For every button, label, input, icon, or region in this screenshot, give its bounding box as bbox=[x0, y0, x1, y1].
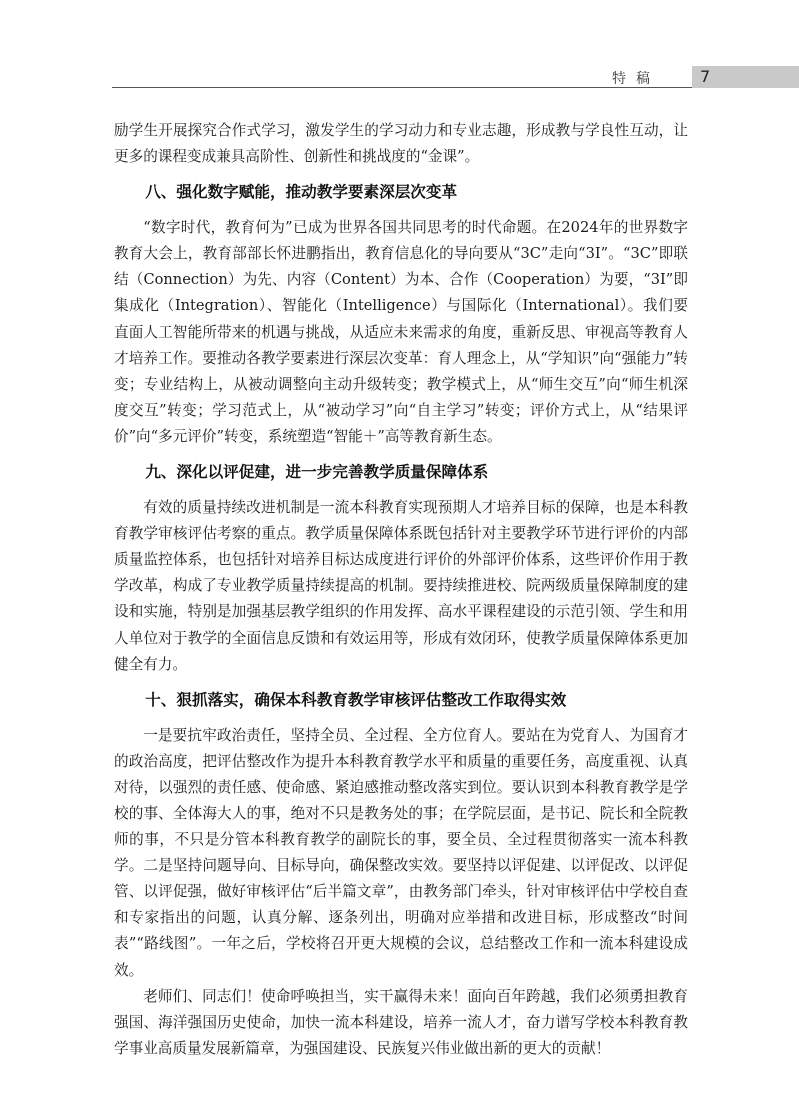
page-number-box bbox=[692, 66, 799, 88]
section-heading-10: 十、狠抓落实，确保本科教育教学审核评估整改工作取得实效 bbox=[145, 690, 567, 709]
paragraph-digital-empowerment: “数字时代，教育何为”已成为世界各国共同思考的时代命题。在2024年的世界数字教育大会上，教育部部长怀进鹏指出，教育信息化的导向要从“3C”走向“3I”。“3C”即联结（Connection）为先、内容（Content）为本、合作（Cooperation）为要，“3I”即集成化（Integration）、智能化（Intelligence）与国际化（International）。我们要直面人工智能所带来的机遇与挑战，从适应未来需求的角度，重新反思、审视高等教育人才培养工作。要推动各教学要素进行深层次变革：育人理念上，从“学知识”向“强能力”转变；专业结构上，从被动调整向主动升级转变；教学模式上，从“师生交互”向“师生机深度交互”转变；学习范式上，从“被动学习”向“自主学习”转变；评价方式上，从“结果评价”向“多元评价”转变，系统塑造“智能＋”高等教育新生态。 bbox=[114, 219, 688, 445]
paragraph-implementation: 一是要抗牢政治责任，坚持全员、全过程、全方位育人。要站在为党育人、为国育才的政治高度，把评估整改作为提升本科教育教学水平和质量的重要任务，高度重视、认真对待，以强烈的责任感、使命感、紧迫感推动整改落实到位。要认识到本科教育教学是学校的事、全体海大人的事，绝对不只是教务处的事；在学院层面，是书记、院长和全院教师的事，不只是分管本科教育教学的副院长的事，要全员、全过程贯彻落实一流本科教学。二是坚持问题导向、目标导向，确保整改实效。要坚持以评促建、以评促改、以评促管、以评促强，做好审核评估“后半篇文章”，由教务部门牵头，针对审核评估中学校自查和专家指出的问题，认真分解、逐条列出，明确对应举措和改进目标，形成整改“时间表”“路线图”。一年之后，学校将召开更大规模的会议，总结整改工作和一流本科建设成效。 bbox=[114, 726, 688, 979]
paragraph-closing: 老师们、同志们！使命呼唤担当，实干赢得未来！面向百年跨越，我们必须勇担教育强国、海洋强国历史使命，加快一流本科建设，培养一流人才，奋力谱写学校本科教育教学事业高质量发展新篇章，为强国建设、民族复兴伟业做出新的更大的贡献！ bbox=[114, 987, 688, 1057]
header-rule bbox=[112, 87, 692, 88]
page-number: 7 bbox=[700, 67, 711, 86]
section-heading-9: 九、深化以评促建，进一步完善教学质量保障体系 bbox=[145, 463, 489, 482]
running-header bbox=[0, 66, 799, 92]
section-heading-8: 八、强化数字赋能，推动教学要素深层次变革 bbox=[145, 183, 458, 202]
paragraph-continued: 励学生开展探究合作式学习，激发学生的学习动力和专业志趣，形成教与学良性互动，让更多的课程变成兼具高阶性、创新性和挑战度的“金课”。 bbox=[114, 122, 688, 166]
section-label: 特稿 bbox=[612, 71, 660, 87]
paragraph-quality-assurance: 有效的质量持续改进机制是一流本科教育实现预期人才培养目标的保障，也是本科教育教学审核评估考察的重点。教学质量保障体系既包括针对主要教学环节进行评价的内部质量监控体系，也包括针对培养目标达成度进行评价的外部评价体系，这些评价作用于教学改革，构成了专业教学质量持续提高的机制。要持续推进校、院两级质量保障制度的建设和实施，特别是加强基层教学组织的作用发挥、高水平课程建设的示范引领、学生和用人单位对于教学的全面信息反馈和有效运用等，形成有效闭环，使教学质量保障体系更加健全有力。 bbox=[114, 499, 688, 673]
article-body bbox=[114, 118, 688, 1062]
